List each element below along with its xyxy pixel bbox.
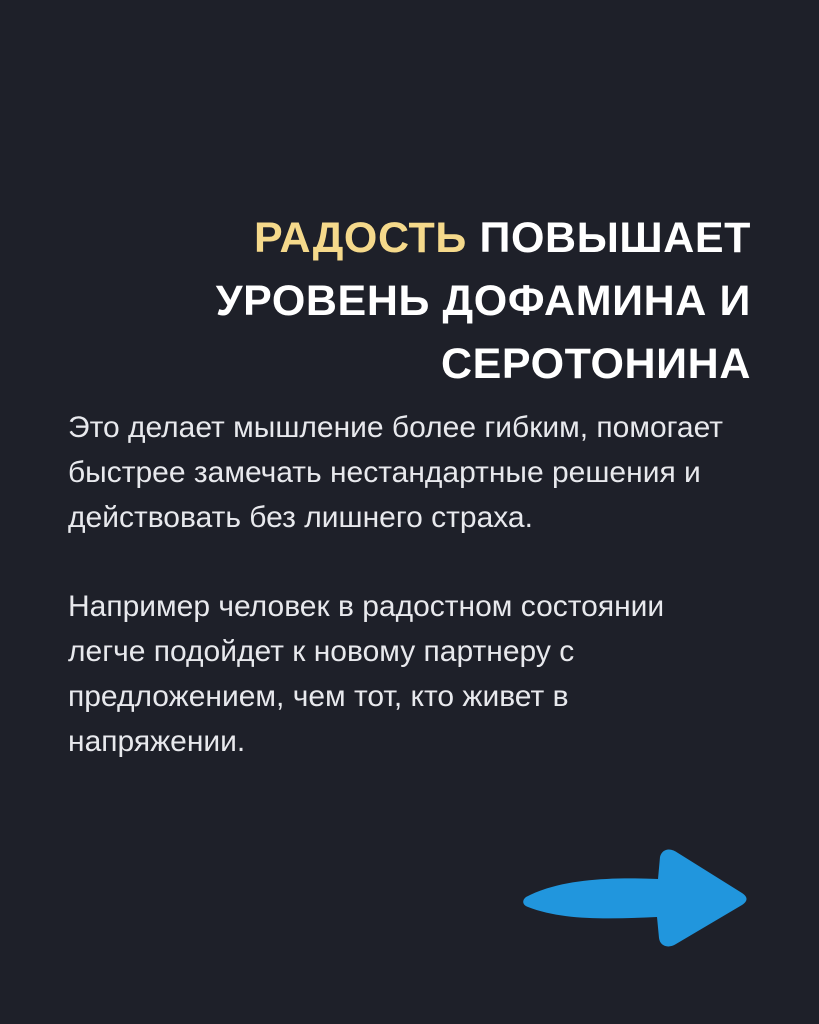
- body-text: [68, 405, 740, 764]
- arrow-right-icon[interactable]: [520, 845, 750, 950]
- page-title: [68, 207, 751, 397]
- headline-rest: ПОВЫШАЕТ УРОВЕНЬ ДОФАМИНА И СЕРОТОНИНА: [215, 213, 751, 389]
- paragraph-2: Например человек в радостном состоянии легче подойдет к новому партнеру с предложением, чем тот, кто живет в напряжении.: [68, 590, 665, 758]
- paragraph-1: Это делает мышление более гибким, помогает быстрее замечать нестандартные решения и действовать без лишнего страха.: [68, 411, 724, 534]
- headline-accent-word: РАДОСТЬ: [253, 213, 467, 262]
